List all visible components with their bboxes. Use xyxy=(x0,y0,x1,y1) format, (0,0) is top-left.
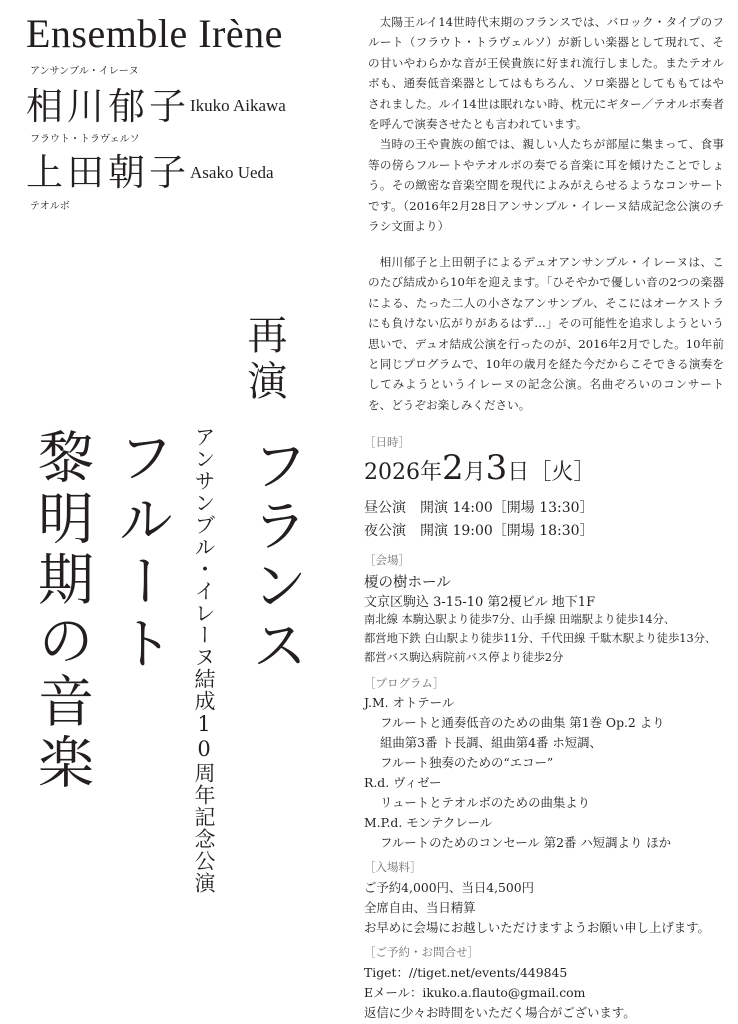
contact-tiget[interactable]: Tiget：//tiget.net/events/449845 xyxy=(364,965,568,980)
intro-block-1 xyxy=(368,12,724,236)
intro-block-2 xyxy=(368,252,724,415)
program-item-1b: 組曲第3番 ト長調、組曲第4番 ホ短調、 xyxy=(380,735,602,750)
program-composer-1: J.M. オトテール xyxy=(364,695,455,710)
admission-price: ご予約4,000円、当日4,500円 xyxy=(364,880,535,895)
program-item-1a: フルートと通奏低音のための曲集 第1巻 Op.2 より xyxy=(380,715,665,730)
admission-note: お早めに会場にお越しいただけますようお願い申し上げます。 xyxy=(364,920,710,935)
venue-access-2: 都営地下鉄 白山駅より徒歩11分、千代田線 千駄木駅より徒歩13分、 xyxy=(364,632,717,645)
performer-instrument-1: フラウト・トラヴェルソ xyxy=(30,134,140,145)
date-month-unit: 月 xyxy=(463,460,486,485)
date-day-unit: 日 xyxy=(507,460,530,485)
evening-time: 夜公演 開演 19:00［開場 18:30］ xyxy=(364,523,594,539)
performer-name-1: 相川郁子 xyxy=(26,85,190,128)
performer-roman-2: Asako Ueda xyxy=(190,163,274,182)
intro-paragraph-1: 太陽王ルイ14世時代末期のフランスでは、バロック・タイプのフルート（フラウト・トラヴェルソ）が新しい楽器として現れて、その甘いやわらかな音が王侯貴族に好まれ流行しました。またテオルボも、通奏低音楽器としてはもちろん、ソロ楽器としてももてはやされました。ルイ14世は眠れない時、枕元にギター／テオルボ奏者を呼んで演奏させたとも言われています。 xyxy=(368,15,724,132)
venue-label: ［会場］ xyxy=(364,553,410,567)
performer-instrument-2: テオルボ xyxy=(30,201,70,212)
program-composer-2: R.d. ヴィゼー xyxy=(364,775,442,790)
admission-label: ［入場料］ xyxy=(364,860,422,874)
contact-note: 返信に少々お時間をいただく場合がございます。 xyxy=(364,1005,636,1020)
program-item-1c: フルート独奏のための“エコー” xyxy=(380,755,554,770)
date-month: 2 xyxy=(442,448,464,488)
date-weekday: ［火］ xyxy=(529,460,596,485)
ensemble-title: Ensemble Irène xyxy=(26,11,283,56)
venue-name: 榎の樹ホール xyxy=(364,575,451,591)
contact-email[interactable]: Eメール：ikuko.a.flauto@gmail.com xyxy=(364,985,586,1000)
schedule-label: ［日時］ xyxy=(364,435,410,449)
venue-access-3: 都営バス駒込病院前バス停より徒歩2分 xyxy=(364,651,564,664)
program-composer-3: M.P.d. モンテクレール xyxy=(364,815,493,830)
admission-seating: 全席自由、当日精算 xyxy=(364,900,476,915)
performer-name-2: 上田朝子 xyxy=(26,151,190,194)
venue-address: 文京区駒込 3-15-10 第2榎ビル 地下1F xyxy=(364,595,596,610)
program-item-2a: リュートとテオルボのための曲集より xyxy=(380,795,591,810)
headline-saien: 再演 xyxy=(241,314,287,406)
contact-label: ［ご予約・お問合せ］ xyxy=(364,945,479,959)
intro-paragraph-3: 相川郁子と上田朝子によるデュオアンサンブル・イレーヌは、このたび結成から10年を迎えます。「ひそやかで優しい音の2つの楽器による、たった二人の小さなアンサンブル、そこにはオーケストラにも負けない広がりがあるはず…」その可能性を追求しようという思いで、デュオ結成公演を行ったのが、2016年2月でした。10年前と同じプログラムで、10年の歳月を経た今だからこそできる演奏をしてみようというイレーヌの記念公演。名曲ぞろいのコンサートを、どうぞお楽しみください。 xyxy=(368,255,724,412)
date-day: 3 xyxy=(485,448,508,488)
headline-subtitle: アンサンブル・イレーヌ結成10周年記念公演 xyxy=(192,426,216,894)
intro-paragraph-2: 当時の王や貴族の館では、親しい人たちが部屋に集まって、食事等の傍らフルートやテオルボの奏でる音楽に耳を傾けたことでしょう。その緻密な音楽空間を現代によみがえらせるようなコンサートです。（2016年2月28日アンサンブル・イレーヌ結成記念公演のチラシ文面より） xyxy=(368,137,724,234)
ensemble-kana: アンサンブル・イレーヌ xyxy=(30,66,139,77)
schedule-date xyxy=(364,448,595,488)
performer-roman-1: Ikuko Aikawa xyxy=(190,96,286,115)
program-label: ［プログラム］ xyxy=(364,676,445,690)
headline-reimei: 黎明期の音楽 xyxy=(29,428,94,794)
program-item-3a: フルートのためのコンセール 第2番 ハ短調より ほか xyxy=(380,835,672,850)
date-year: 2026年 xyxy=(364,460,442,485)
venue-access-1: 南北線 本駒込駅より徒歩7分、山手線 田端駅より徒歩14分、 xyxy=(364,613,676,626)
headline-france: フランス xyxy=(243,436,308,676)
matinee-time: 昼公演 開演 14:00［開場 13:30］ xyxy=(364,500,594,516)
headline-flute: フルート xyxy=(109,428,174,676)
